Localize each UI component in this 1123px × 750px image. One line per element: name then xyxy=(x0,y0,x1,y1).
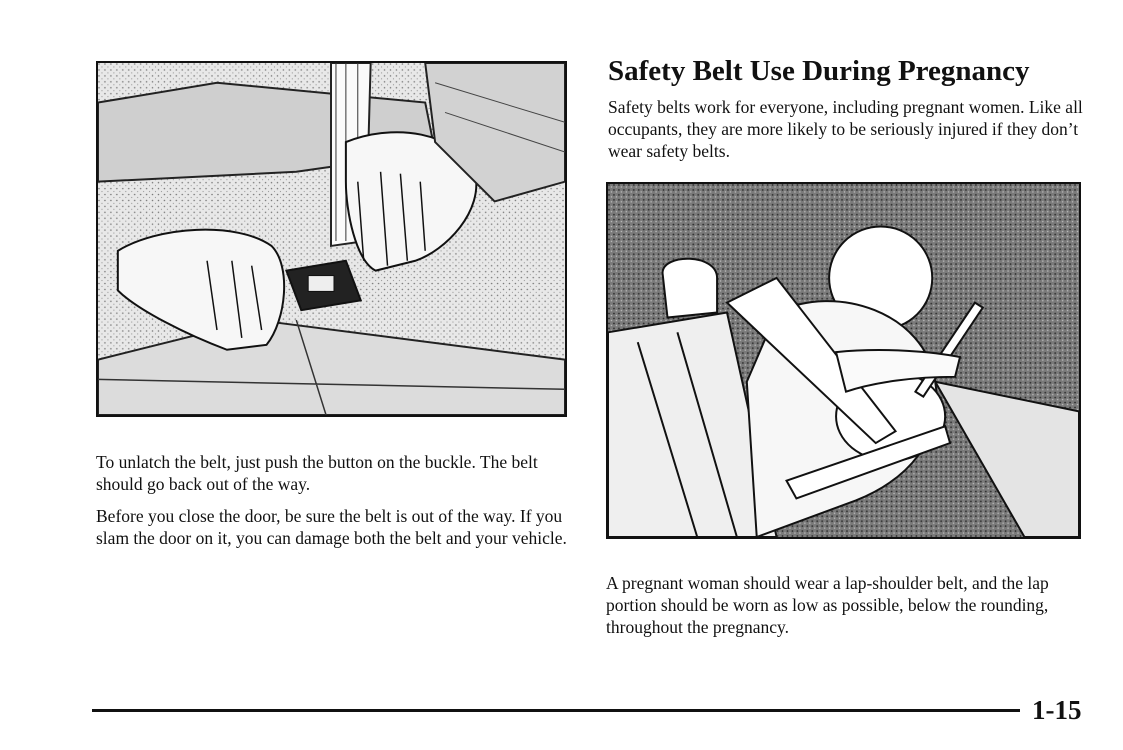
footer-rule xyxy=(92,709,1020,712)
page-number: 1-15 xyxy=(1032,695,1082,725)
intro-paragraph: Safety belts work for everyone, including pregnant women. Like all occupants, they are more likely to be seriously injured if they don’t wear safety belts. xyxy=(608,97,1083,161)
buckle-illustration xyxy=(96,61,567,417)
pregnant-occupant-illustration xyxy=(606,182,1081,539)
section-title: Safety Belt Use During Pregnancy xyxy=(608,55,1030,87)
unlatch-paragraph: To unlatch the belt, just push the button on the buckle. The belt should go back out of the way. xyxy=(96,452,538,494)
pregnancy-belt-paragraph: A pregnant woman should wear a lap-shoulder belt, and the lap portion should be worn as low as possible, below the rounding, throughout the pregnancy. xyxy=(606,573,1049,637)
close-door-paragraph: Before you close the door, be sure the belt is out of the way. If you slam the door on it, you can damage both the belt and your vehicle. xyxy=(96,506,567,548)
